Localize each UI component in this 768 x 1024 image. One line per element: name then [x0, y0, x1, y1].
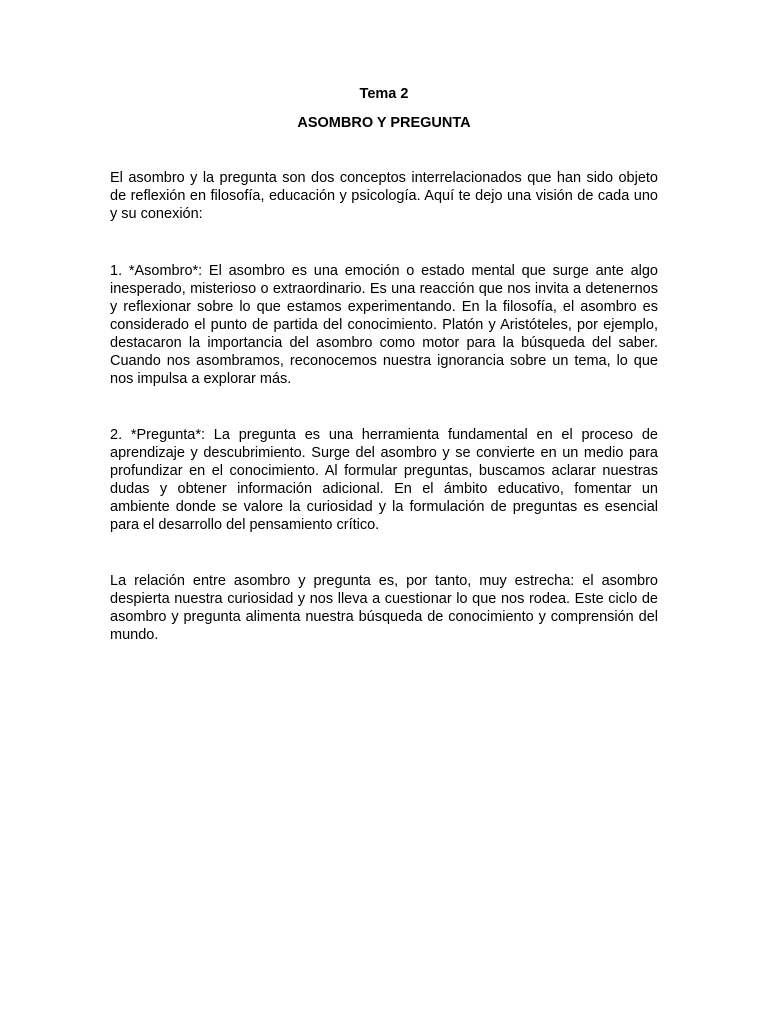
asombro-paragraph: 1. *Asombro*: El asombro es una emoción o estado mental que surge ante algo inesperado, misterioso o extraordinario. Es una reacción que nos invita a detenernos y reflexionar sobre lo que estamos experimentando. En la filosofía, el asombro es considerado el punto de partida del conocimiento. Platón y Aristóteles, por ejemplo, destacaron la importancia del asombro como motor para la búsqueda del saber. Cuando nos asombramos, reconocemos nuestra ignorancia sobre un tema, lo que nos impulsa a explorar más. — [110, 263, 658, 387]
pregunta-paragraph: 2. *Pregunta*: La pregunta es una herramienta fundamental en el proceso de aprendizaje y descubrimiento. Surge del asombro y se convierte en un medio para profundizar en el conocimiento. Al formular preguntas, buscamos aclarar nuestras dudas y obtener información adicional. En el ámbito educativo, fomentar un ambiente donde se valore la curiosidad y la formulación de preguntas es esencial para el desarrollo del pensamiento crítico. — [110, 427, 658, 533]
intro-paragraph: El asombro y la pregunta son dos conceptos interrelacionados que han sido objeto de reflexión en filosofía, educación y psicología. Aquí te dejo una visión de cada uno y su conexión: — [110, 170, 658, 222]
conclusion-paragraph: La relación entre asombro y pregunta es, por tanto, muy estrecha: el asombro despierta nuestra curiosidad y nos lleva a cuestionar lo que nos rodea. Este ciclo de asombro y pregunta alimenta nuestra búsqueda de conocimiento y comprensión del mundo. — [110, 573, 658, 643]
document-subtitle: ASOMBRO Y PREGUNTA — [297, 115, 471, 131]
document-title: Tema 2 — [359, 86, 409, 102]
